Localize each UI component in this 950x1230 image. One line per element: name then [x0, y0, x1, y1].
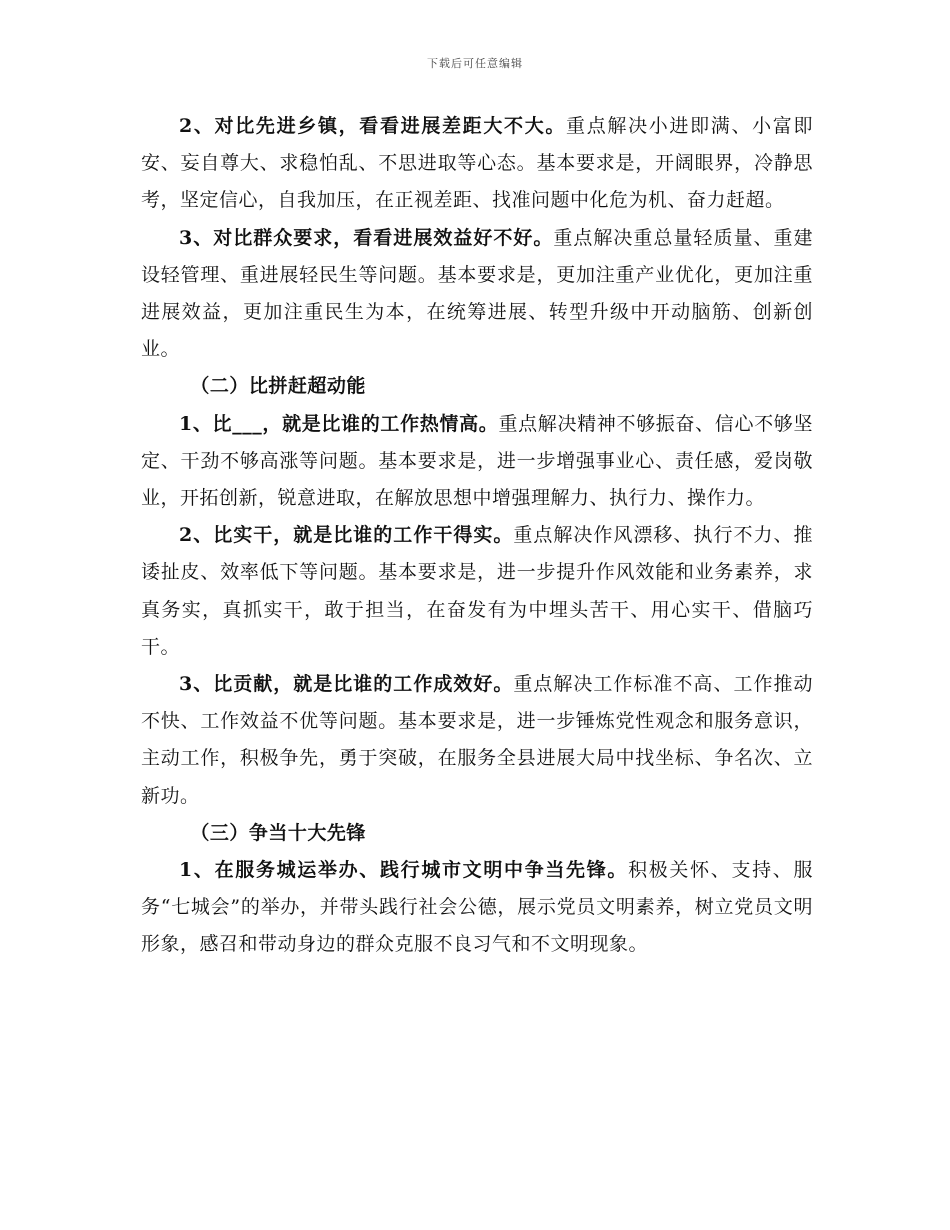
- paragraph-body: 重点解决小进即满、小富即安、妄自尊大、求稳怕乱、不思进取等心态。基本要求是，开阔眼界，冷静思考，坚定信心，自我加压，在正视差距、找准问题中化危为机、奋力赶超。: [141, 115, 813, 212]
- paragraph-compare-enthusiasm: [141, 406, 813, 518]
- paragraph-body: 重点解决重总量轻质量、重建设轻管理、重进展轻民生等问题。基本要求是，更加注重产业优化，更加注重进展效益，更加注重民生为本，在统筹进展、转型升级中开动脑筋、创新创业。: [141, 226, 813, 361]
- paragraph-city-games-pioneer: [141, 852, 813, 964]
- paragraph-body: 积极关怀、支持、服务“七城会”的举办，并带头践行社会公德，展示党员文明素养，树立党员文明形象，感召和带动身边的群众克服不良习气和不文明现象。: [141, 859, 813, 956]
- paragraph-body: 重点解决作风漂移、执行不力、推诿扯皮、效率低下等问题。基本要求是，进一步提升作风效能和业务素养，求真务实，真抓实干，敢于担当，在奋发有为中埋头苦干、用心实干、借脑巧干。: [141, 524, 813, 658]
- document-body: [141, 108, 813, 964]
- section-heading-2: （二）比拼赶超动能: [190, 375, 366, 398]
- paragraph-body: 重点解决精神不够振奋、信心不够坚定、干劲不够高涨等问题。基本要求是，进一步增强事业心、责任感，爱岗敬业，开拓创新，锐意进取，在解放思想中增强理解力、执行力、操作力。: [141, 412, 813, 510]
- paragraph-lead: 3、对比群众要求，看看进展效益好不好。: [179, 226, 554, 249]
- paragraph-lead: 2、对比先进乡镇，看看进展差距大不大。: [179, 115, 567, 137]
- paragraph-body: 重点解决工作标准不高、工作推动不快、工作效益不优等问题。基本要求是，进一步锤炼党性观念和服务意识，主动工作，积极争先，勇于突破，在服务全县进展大局中找坐标、争名次、立新功。: [141, 673, 813, 807]
- page-header: 下载后可任意编辑: [427, 57, 523, 70]
- paragraph-compare-hard-work: [141, 517, 813, 666]
- section-heading-3: （三）争当十大先锋: [190, 821, 366, 844]
- paragraph-lead: 1、比___，就是比谁的工作热情高。: [179, 412, 499, 435]
- paragraph-compare-advanced-towns: [141, 108, 813, 220]
- paragraph-compare-public-demands: [141, 220, 813, 369]
- paragraph-compare-contribution: [141, 666, 813, 815]
- paragraph-lead: 2、比实干，就是比谁的工作干得实。: [179, 524, 514, 547]
- paragraph-lead: 3、比贡献，就是比谁的工作成效好。: [179, 673, 514, 696]
- paragraph-lead: 1、在服务城运举办、践行城市文明中争当先锋。: [179, 859, 629, 882]
